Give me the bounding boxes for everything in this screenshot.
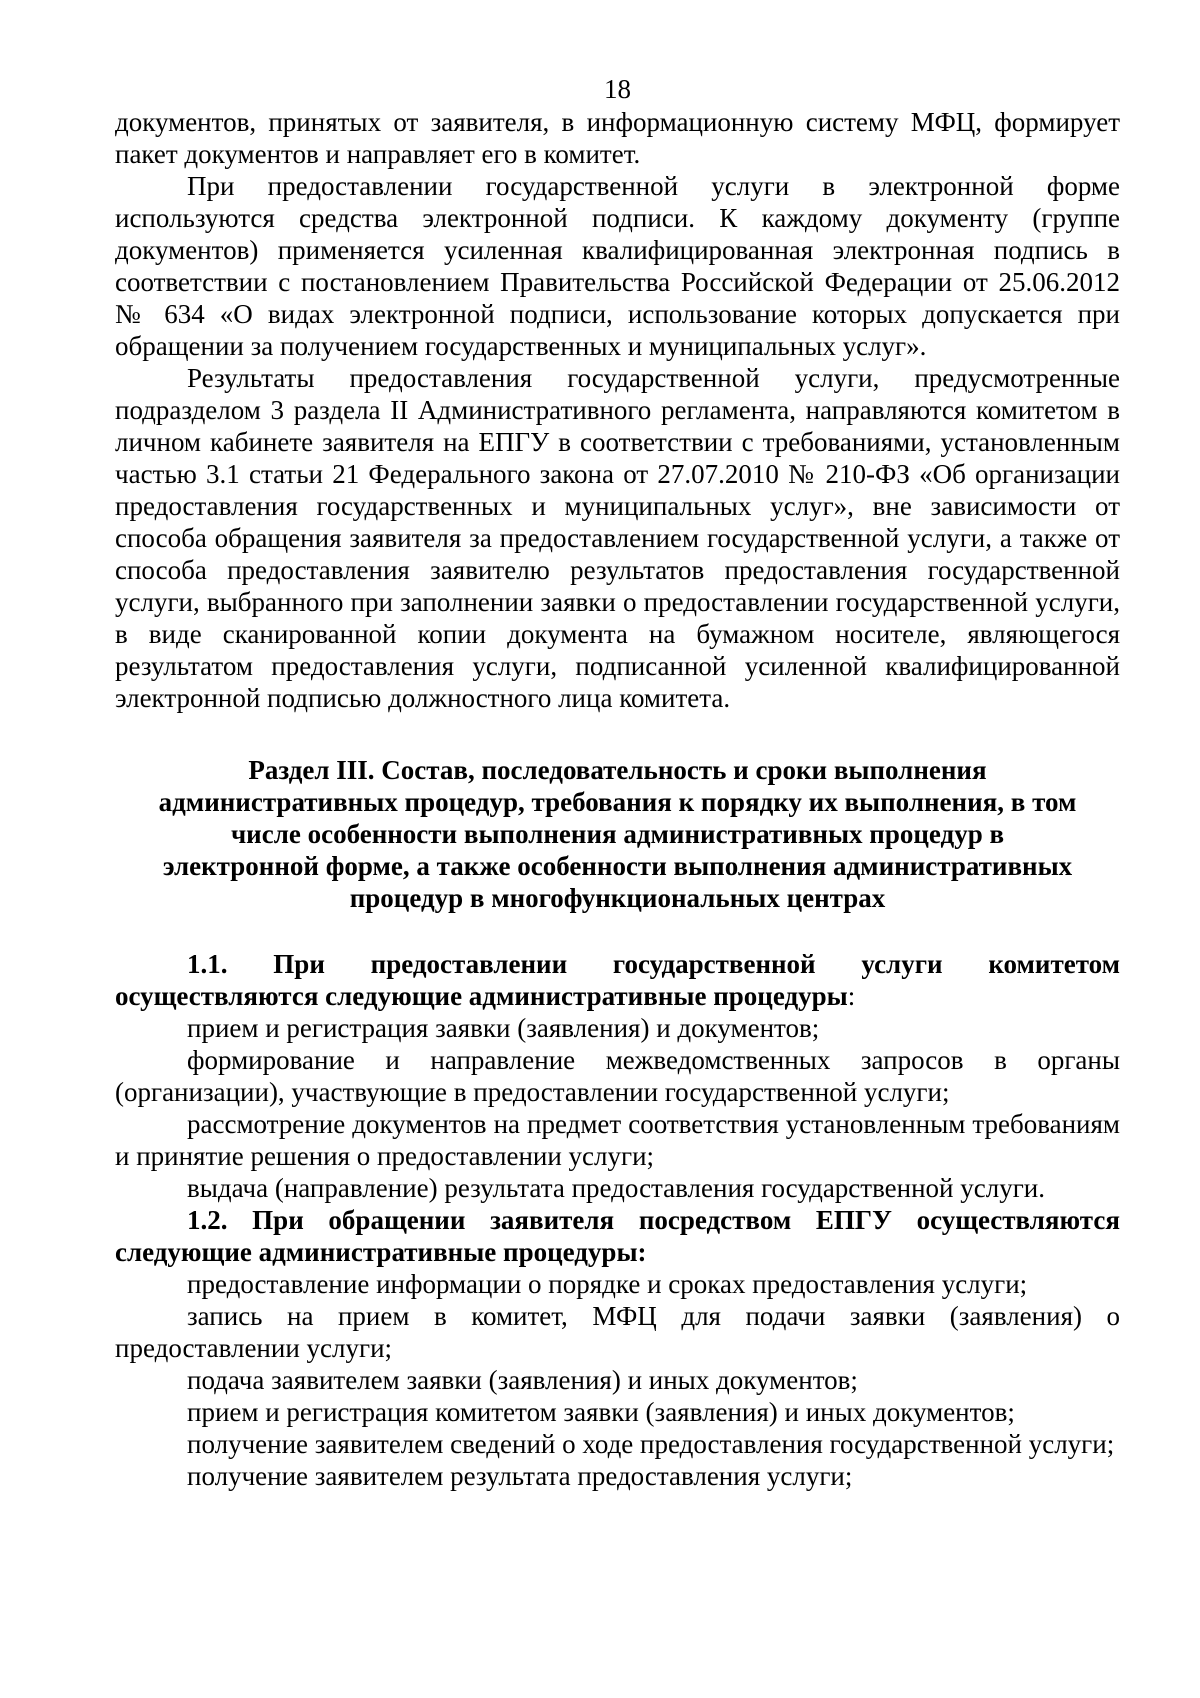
list-item: рассмотрение документов на предмет соответствия установленным требованиям и принятие решения о предоставлении услуги; — [115, 1109, 1120, 1171]
list-item: прием и регистрация заявки (заявления) и документов; — [187, 1013, 820, 1043]
list-item: выдача (направление) результата предоставления государственной услуги. — [187, 1173, 1045, 1203]
paragraph-service-results: Результаты предоставления государственной услуги, предусмотренные подразделом 3 раздела II Административного регламента, направляются комитетом в личном кабинете заявителя на ЕПГУ в соответствии с требованиями, установленным частью 3.1 статьи 21 Федерального закона от 27.07.2010 № 210-ФЗ «Об организации предоставления государственных и муниципальных услуг», вне зависимости от способа обращения заявителя за предоставлением государственной услуги, а также от способа предоставления заявителю результатов предоставления государственной услуги, выбранного при заполнении заявки о предоставлении государственной услуги, в виде сканированной копии документа на бумажном носителе, являющегося результатом предоставления услуги, подписанной усиленной квалифицированной электронной подписью должностного лица комитета. — [115, 363, 1120, 713]
item-1-1-colon: : — [847, 981, 856, 1011]
item-1-2-heading: 1.2. При обращении заявителя посредством ЕПГУ осуществляются следующие административные процедуры: — [115, 1205, 1120, 1267]
list-item: получение заявителем сведений о ходе предоставления государственной услуги; — [187, 1429, 1115, 1459]
paragraph-electronic-signature: При предоставлении государственной услуги в электронной форме используются средства электронной подписи. К каждому документу (группе документов) применяется усиленная квалифицированная электронная подпись в соответствии с постановлением Правительства Российской Федерации от 25.06.2012 № 634 «О видах электронной подписи, использование которых допускается при обращении за получением государственных и муниципальных услуг». — [115, 171, 1120, 361]
list-item: подача заявителем заявки (заявления) и иных документов; — [187, 1365, 858, 1395]
section-heading: Раздел III. Состав, последовательность и сроки выполнения административных процедур, требования к порядку их выполнения, в том числе особенности выполнения административных процедур в электронной форме, а также особенности выполнения административных процедур в многофункциональных центрах — [158, 755, 1077, 913]
list-item: предоставление информации о порядке и сроках предоставления услуги; — [187, 1269, 1028, 1299]
document-page — [115, 74, 1120, 1492]
item-1-1-heading — [115, 948, 1120, 1012]
list-item: получение заявителем результата предоставления услуги; — [187, 1461, 853, 1491]
item-1-1-heading-text: 1.1. При предоставлении государственной услуги комитетом осуществляются следующие административные процедуры — [115, 949, 1120, 1011]
list-item: прием и регистрация комитетом заявки (заявления) и иных документов; — [187, 1397, 1015, 1427]
list-item: запись на прием в комитет, МФЦ для подачи заявки (заявления) о предоставлении услуги; — [115, 1301, 1120, 1363]
page-number: 18 — [604, 74, 631, 104]
list-item: формирование и направление межведомственных запросов в органы (организации), участвующие в предоставлении государственной услуги; — [115, 1045, 1120, 1107]
paragraph-continuation: документов, принятых от заявителя, в информационную систему МФЦ, формирует пакет документов и направляет его в комитет. — [115, 107, 1120, 169]
